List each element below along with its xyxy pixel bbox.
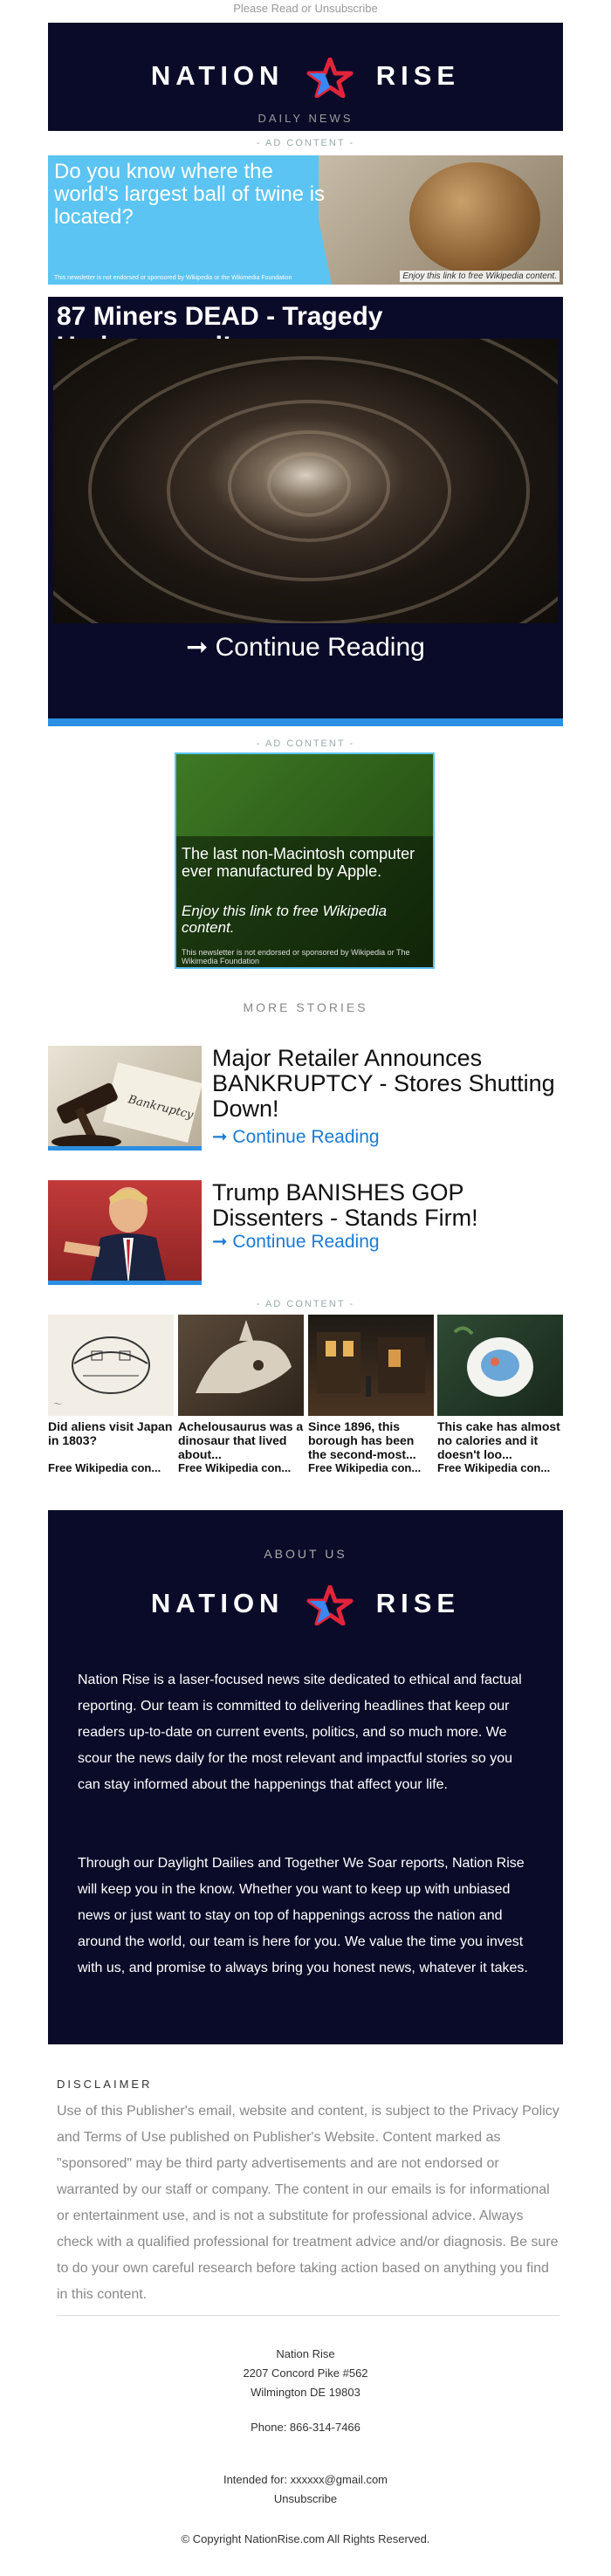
svg-text:Bankruptcy: Bankruptcy: [127, 1093, 195, 1123]
ad-apple[interactable]: [175, 752, 435, 969]
disclaimer-text: Use of this Publisher's email, website and content, is subject to the Privacy Policy and Terms of Use published on Publisher's Website. Content marked as "sponsored" may be third party advertisements and are not endorsed or warranted by our staff or company. The content in our emails is for informational or entertainment use, and is not a substitute for professional advice. Always check with a qualified professional for treatment advice and/or diagnosis. Be sure to do your own careful research before taking action based on anything you find in this content.: [57, 2104, 560, 2302]
ad-twine-link[interactable]: Enjoy this link to free Wikipedia content.: [400, 271, 560, 282]
ad-apple-section: [48, 738, 563, 965]
borough-street-image: [308, 1315, 434, 1416]
ad-label: - AD CONTENT -: [256, 738, 355, 749]
ad-label: - AD CONTENT -: [256, 1299, 355, 1309]
ad-label: - AD CONTENT -: [256, 138, 355, 148]
star-logo-icon: [306, 58, 354, 98]
ad-grid-caption[interactable]: Since 1896, this borough has been the second-most...: [308, 1419, 416, 1461]
about-section: [48, 1510, 563, 2044]
brand-logo[interactable]: [48, 1585, 563, 1625]
ad-grid-item[interactable]: [308, 1315, 434, 1474]
footer-street: 2207 Concord Pike #562: [243, 2366, 368, 2380]
ad-grid-caption[interactable]: Did aliens visit Japan in 1803?: [48, 1419, 173, 1447]
about-paragraph-2: Through our Daylight Dailies and Together We Soar reports, Nation Rise will keep you in the know. Whether you want to keep up with unbiased news or just want to stay on top of happenings across the nation and around the world, our team is here for you. We value the time you invest with us, and promise to always bring you honest news, whatever it takes.: [78, 1856, 528, 1975]
ad-twine-headline: Do you know where the world's largest ball of twine is located?: [54, 160, 326, 229]
ad-grid-caption[interactable]: Achelousaurus was a dinosaur that lived about...: [178, 1419, 304, 1461]
main-story[interactable]: [48, 297, 563, 726]
cake-image: [437, 1315, 563, 1416]
ad-apple-headline: The last non-Macintosh computer ever manufactured by Apple.: [182, 845, 415, 880]
footer-company: Nation Rise: [276, 2347, 335, 2360]
about-paragraph-1: Nation Rise is a laser-focused news site dedicated to ethical and factual reporting. Our team is committed to delivering headlines that keep our readers up-to-date on current events, politics, and so much more. We scour the news daily for the most relevant and impactful stories so you can stay informed about the happenings that affect your life.: [78, 1673, 522, 1792]
more-stories-label: MORE STORIES: [243, 1000, 368, 1014]
brand-left: NATION: [150, 60, 285, 92]
story-title[interactable]: Trump BANISHES GOP Dissenters - Stands Firm!: [212, 1179, 478, 1231]
twine-ball-image: [319, 155, 563, 285]
mine-tunnel-image[interactable]: [53, 339, 558, 623]
ad-grid-source: Free Wikipedia con...: [178, 1461, 292, 1474]
ad-apple-disclaimer: This newsletter is not endorsed or sponsored by Wikipedia or The Wikimedia Foundation: [182, 948, 410, 965]
trump-thumbnail[interactable]: [48, 1180, 202, 1285]
ad-twine[interactable]: [48, 155, 563, 285]
ad-grid-source: Free Wikipedia con...: [308, 1461, 422, 1474]
ad-grid-source: Free Wikipedia con...: [48, 1461, 161, 1474]
footer-copyright: © Copyright NationRise.com All Rights Reserved.: [181, 2532, 430, 2545]
ad-grid-item[interactable]: [437, 1315, 563, 1474]
about-label: ABOUT US: [264, 1547, 347, 1561]
story-continue-link[interactable]: ➞ Continue Reading: [212, 1232, 380, 1252]
ad-grid-item[interactable]: [178, 1315, 304, 1474]
daily-news-label: DAILY NEWS: [257, 112, 354, 125]
disclaimer-label: DISCLAIMER: [57, 2078, 153, 2091]
footer-unsubscribe-link[interactable]: Unsubscribe: [273, 2492, 338, 2505]
dinosaur-skull-image: [178, 1315, 304, 1416]
main-story-accent-bar: [48, 718, 563, 726]
bankruptcy-thumbnail[interactable]: [48, 1046, 202, 1151]
ad-twine-disclaimer: This newsletter is not endorsed or sponsored by Wikipedia or the Wikimedia Foundation: [54, 275, 292, 281]
brand-left: NATION: [150, 1588, 285, 1619]
brand-right: RISE: [375, 1588, 461, 1619]
unsubscribe-line[interactable]: Please Read or Unsubscribe: [233, 2, 378, 15]
star-logo-icon: [306, 1585, 354, 1625]
footer-intended: Intended for: xxxxxx@gmail.com: [223, 2473, 388, 2486]
ad-apple-link[interactable]: Enjoy this link to free Wikipedia content.: [182, 903, 388, 936]
footer-address: [0, 2345, 611, 2402]
aliens-japan-image: [48, 1315, 174, 1416]
ad-grid-caption[interactable]: This cake has almost no calories and it doesn't loo...: [437, 1419, 560, 1461]
divider: [57, 2315, 560, 2316]
story-title[interactable]: Major Retailer Announces BANKRUPTCY - Stores Shutting Down!: [212, 1045, 555, 1122]
main-story-continue-button[interactable]: ➞ Continue Reading: [186, 633, 425, 662]
brand-logo[interactable]: [48, 58, 563, 98]
brand-right: RISE: [375, 60, 461, 92]
footer-phone: Phone: 866-314-7466: [251, 2421, 360, 2434]
footer-city: Wilmington DE 19803: [251, 2386, 360, 2399]
svg-text:〜: 〜: [53, 1400, 62, 1410]
ad-grid-item[interactable]: [48, 1315, 174, 1474]
ad-grid-source: Free Wikipedia con...: [437, 1461, 551, 1474]
ad-grid: [48, 1299, 563, 1484]
main-story-headline[interactable]: 87 Miners DEAD - Tragedy: [57, 302, 383, 331]
story-continue-link[interactable]: ➞ Continue Reading: [212, 1127, 380, 1147]
